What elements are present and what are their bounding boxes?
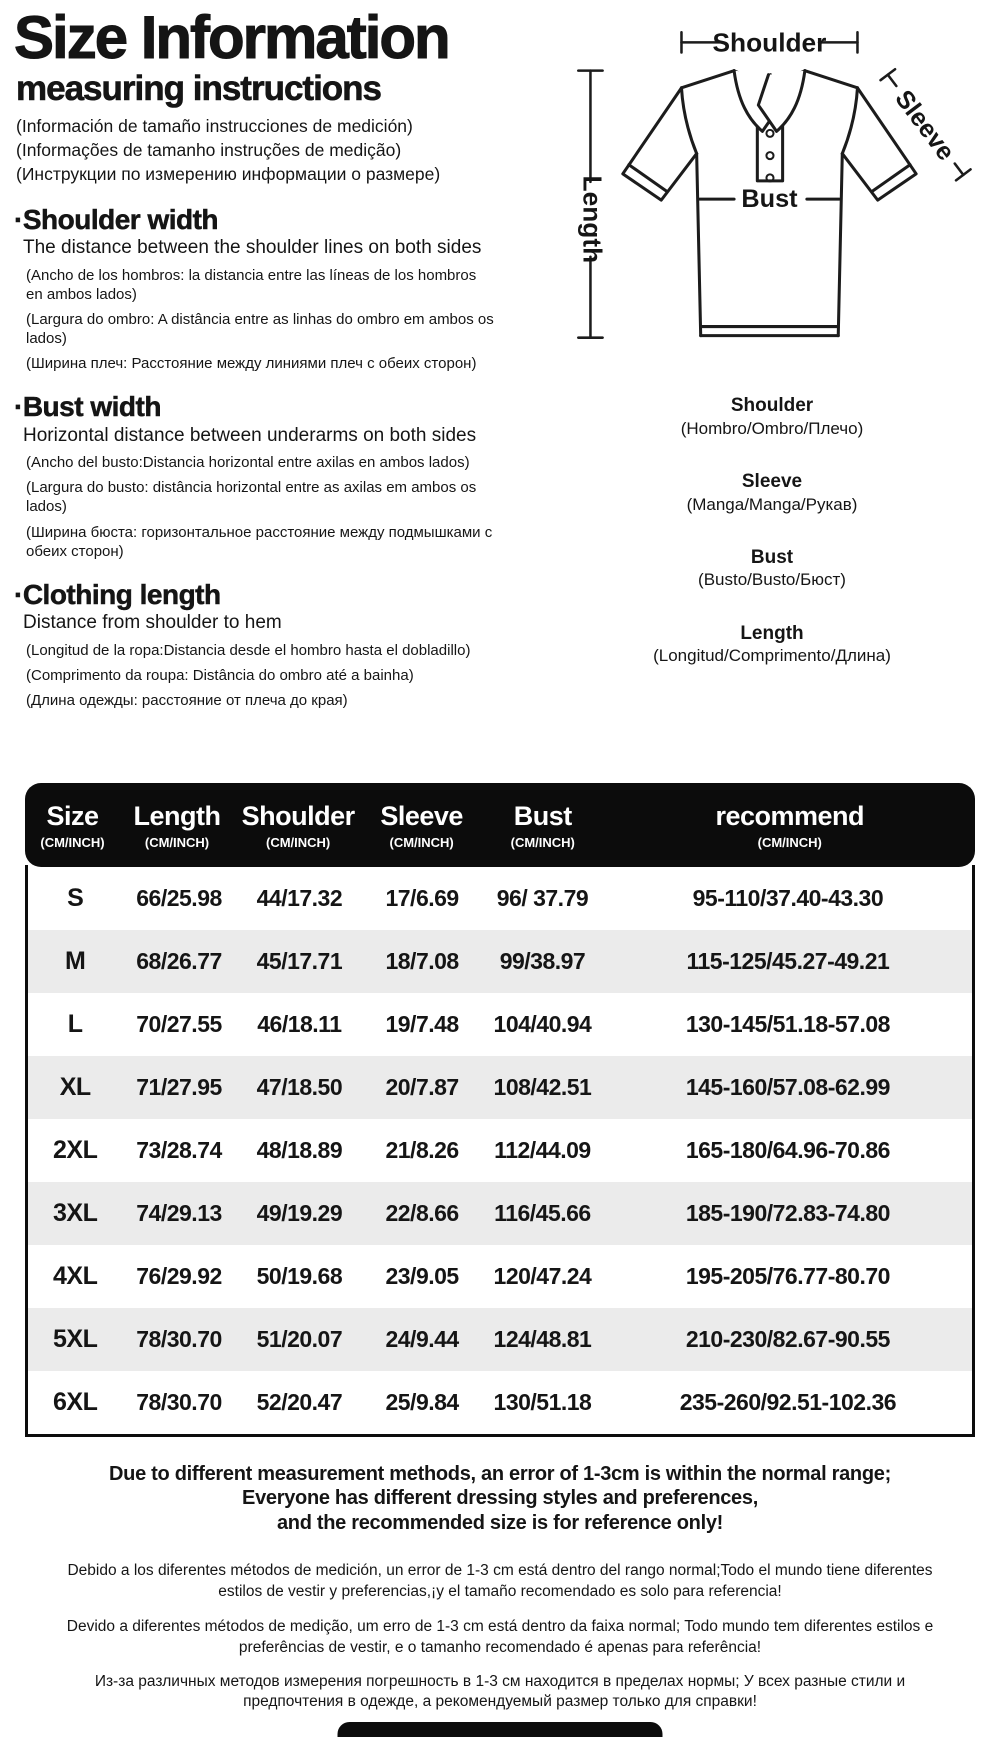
measure-cell: 116/45.66: [494, 1200, 591, 1226]
section-title: Bust width: [22, 391, 161, 423]
title-translation-es: (Información de tamaño instrucciones de medición): [16, 115, 413, 136]
size-cell: XL: [59, 1073, 91, 1101]
measure-cell: 25/9.84: [385, 1389, 459, 1415]
measure-cell: 20/7.87: [385, 1074, 459, 1100]
measure-cell: 52/20.47: [256, 1389, 343, 1415]
measure-cell: 145-160/57.08-62.99: [685, 1074, 890, 1100]
measure-cell: 73/28.74: [136, 1137, 222, 1163]
diagram-shoulder-label: Shoulder: [712, 27, 827, 58]
measure-cell: 70/27.55: [136, 1011, 222, 1037]
measure-cell: 45/17.71: [256, 948, 343, 974]
measure-cell: 195-205/76.77-80.70: [685, 1263, 890, 1289]
measure-cell: 124/48.81: [493, 1326, 592, 1352]
measure-cell: 235-260/92.51-102.36: [679, 1389, 897, 1415]
legend-translation: (Busto/Busto/Бюст): [698, 570, 846, 590]
legend-item-length: [552, 622, 992, 668]
measure-cell: 24/9.44: [385, 1326, 459, 1352]
section-description: Horizontal distance between underarms on both sides: [23, 424, 477, 446]
measure-cell: 96/ 37.79: [496, 885, 589, 911]
measure-cell: 21/8.26: [385, 1137, 459, 1163]
polo-shirt-diagram: [552, 12, 992, 366]
section-translation-pt: (Comprimento da roupa: Distância do ombro até a bainha): [26, 666, 414, 684]
measure-cell: 78/30.70: [136, 1326, 222, 1352]
measure-cell: 71/27.95: [136, 1074, 222, 1100]
legend-term: Shoulder: [730, 395, 814, 416]
measure-cell: 48/18.89: [256, 1137, 343, 1163]
title-translation-ru: (Инструкции по измерению информации о размере): [16, 164, 441, 185]
size-cell: 4XL: [53, 1262, 98, 1290]
section-description: The distance between the shoulder lines on both sides: [23, 237, 482, 259]
measure-cell: 49/19.29: [256, 1200, 343, 1226]
column-header: Bust (CM/INCH): [510, 800, 575, 850]
bullet: ·: [14, 391, 23, 423]
bullet: ·: [14, 578, 23, 610]
measurement-legend: [552, 394, 992, 667]
column-header: Sleeve (CM/INCH): [380, 800, 463, 850]
diagram-bust-label: Bust: [741, 185, 798, 214]
section-translation-es: (Longitud de la ropa:Distancia desde el hombro hasta el dobladillo): [26, 641, 471, 659]
measure-cell: 19/7.48: [385, 1011, 459, 1037]
legend-item-bust: [552, 546, 992, 592]
section-translation-es: (Ancho del busto:Distancia horizontal entre axilas en ambos lados): [26, 454, 470, 472]
section-bust-width: [14, 391, 559, 560]
measure-cell: 47/18.50: [256, 1074, 343, 1100]
size-table-body: [25, 865, 975, 1437]
table-row: [28, 993, 972, 1056]
next-section-header-partial: [338, 1722, 663, 1737]
page-title: Size Information: [14, 4, 449, 71]
measure-cell: 95-110/37.40-43.30: [692, 885, 884, 911]
measuring-instructions-panel: [14, 6, 559, 716]
legend-translation: (Hombro/Ombro/Плечо): [680, 418, 864, 438]
table-row: [28, 1119, 972, 1182]
table-row: [28, 1371, 972, 1434]
bullet: ·: [14, 204, 23, 236]
measure-cell: 120/47.24: [493, 1263, 592, 1289]
note-spanish: Debido a los diferentes métodos de medición, un error de 1-3 cm está dentro del rango normal;Todo el mundo tiene diferentes estilos de vestir y preferencias,¡y el tamaño recomendado es solo para referencia!: [67, 1562, 933, 1600]
note-english-line2: Everyone has different dressing styles and preferences,: [242, 1487, 758, 1510]
column-header: Size (CM/INCH): [40, 800, 105, 850]
section-shoulder-width: [14, 204, 559, 373]
measure-cell: 46/18.11: [257, 1011, 342, 1037]
section-title: Clothing length: [22, 578, 221, 610]
size-table: [25, 783, 975, 1437]
table-row: [28, 1245, 972, 1308]
measure-cell: 23/9.05: [385, 1263, 459, 1289]
measure-cell: 68/26.77: [136, 948, 222, 974]
size-cell: M: [65, 947, 86, 975]
legend-term: Length: [740, 622, 804, 644]
measure-cell: 78/30.70: [136, 1389, 222, 1415]
page-subtitle: measuring instructions: [16, 69, 382, 108]
section-translation-ru: (Длина одежды: расстояние от плеча до края): [26, 691, 348, 709]
column-header: recommend (CM/INCH): [715, 800, 865, 850]
measure-cell: 185-190/72.83-74.80: [685, 1200, 890, 1226]
legend-translation: (Manga/Manga/Рукав): [686, 494, 858, 514]
note-russian: Из-за различных методов измерения погрешность в 1-3 см находится в пределах нормы; У всех разные стили и предпочтения в одежде, а рекомендуемый размер только для справки!: [94, 1672, 906, 1711]
title-translation-pt: (Informações de tamanho instruções de medição): [16, 139, 402, 160]
section-description: Distance from shoulder to hem: [23, 611, 282, 633]
legend-item-shoulder: [552, 394, 992, 440]
size-table-header-row: [25, 783, 975, 867]
size-cell: 6XL: [53, 1388, 98, 1416]
measure-cell: 50/19.68: [256, 1263, 343, 1289]
measure-cell: 99/38.97: [499, 948, 586, 974]
table-row: [28, 1308, 972, 1371]
section-title: Shoulder width: [22, 204, 219, 236]
size-cell: 5XL: [53, 1325, 98, 1353]
section-clothing-length: [14, 579, 559, 710]
measurement-diagram-panel: [552, 12, 992, 697]
section-translation-pt: (Largura do busto: distância horizontal entre as axilas em ambos os lados): [26, 479, 477, 516]
measure-cell: 130/51.18: [493, 1389, 592, 1415]
diagram-length-label: Length: [577, 175, 608, 264]
table-row: [28, 930, 972, 993]
size-cell: L: [67, 1010, 83, 1038]
legend-term: Bust: [750, 546, 794, 568]
note-english-line3: and the recommended size is for reference only!: [276, 1511, 724, 1534]
diagram-sleeve-label: Sleeve: [889, 85, 960, 166]
measure-cell: 108/42.51: [493, 1074, 592, 1100]
note-english-line1: Due to different measurement methods, an error of 1-3cm is within the normal range;: [109, 1463, 891, 1485]
table-row: [28, 1182, 972, 1245]
section-translation-pt: (Largura do ombro: A distância entre as linhas do ombro em ambos os lados): [26, 311, 494, 348]
table-row: [28, 867, 972, 930]
disclaimer-notes: [0, 1462, 1000, 1713]
measure-cell: 18/7.08: [385, 948, 459, 974]
legend-term: Sleeve: [741, 470, 803, 492]
table-row: [28, 1056, 972, 1119]
measure-cell: 17/6.69: [385, 885, 459, 911]
legend-translation: (Longitud/Comprimento/Длина): [653, 646, 891, 666]
size-cell: 2XL: [53, 1136, 98, 1164]
measure-cell: 66/25.98: [136, 885, 222, 911]
legend-item-sleeve: [552, 470, 992, 516]
measure-cell: 210-230/82.67-90.55: [685, 1326, 890, 1352]
section-translation-ru: (Ширина бюста: горизонтальное расстояние между подмышками с обеих сторон): [26, 523, 493, 560]
measure-cell: 104/40.94: [493, 1011, 592, 1037]
measure-cell: 76/29.92: [136, 1263, 222, 1289]
measure-cell: 130-145/51.18-57.08: [685, 1011, 890, 1037]
measure-cell: 112/44.09: [494, 1137, 591, 1163]
size-cell: S: [67, 884, 84, 912]
size-cell: 3XL: [53, 1199, 98, 1227]
note-portuguese: Devido a diferentes métodos de medição, um erro de 1-3 cm está dentro da faixa normal; Todo mundo tem diferentes estilos e preferências de vestir, e o tamanho recomendado é apenas para referência!: [66, 1618, 934, 1656]
measure-cell: 115-125/45.27-49.21: [686, 948, 890, 974]
column-header: Shoulder (CM/INCH): [241, 800, 355, 850]
column-header: Length (CM/INCH): [133, 800, 221, 850]
section-translation-es: (Ancho de los hombros: la distancia entre las líneas de los hombros en ambos lados): [26, 267, 477, 304]
measure-cell: 22/8.66: [385, 1200, 459, 1226]
measure-cell: 165-180/64.96-70.86: [685, 1137, 890, 1163]
measure-cell: 74/29.13: [136, 1200, 222, 1226]
measure-cell: 51/20.07: [256, 1326, 343, 1352]
measure-cell: 44/17.32: [256, 885, 343, 911]
section-translation-ru: (Ширина плеч: Расстояние между линиями плеч с обеих сторон): [26, 355, 477, 373]
